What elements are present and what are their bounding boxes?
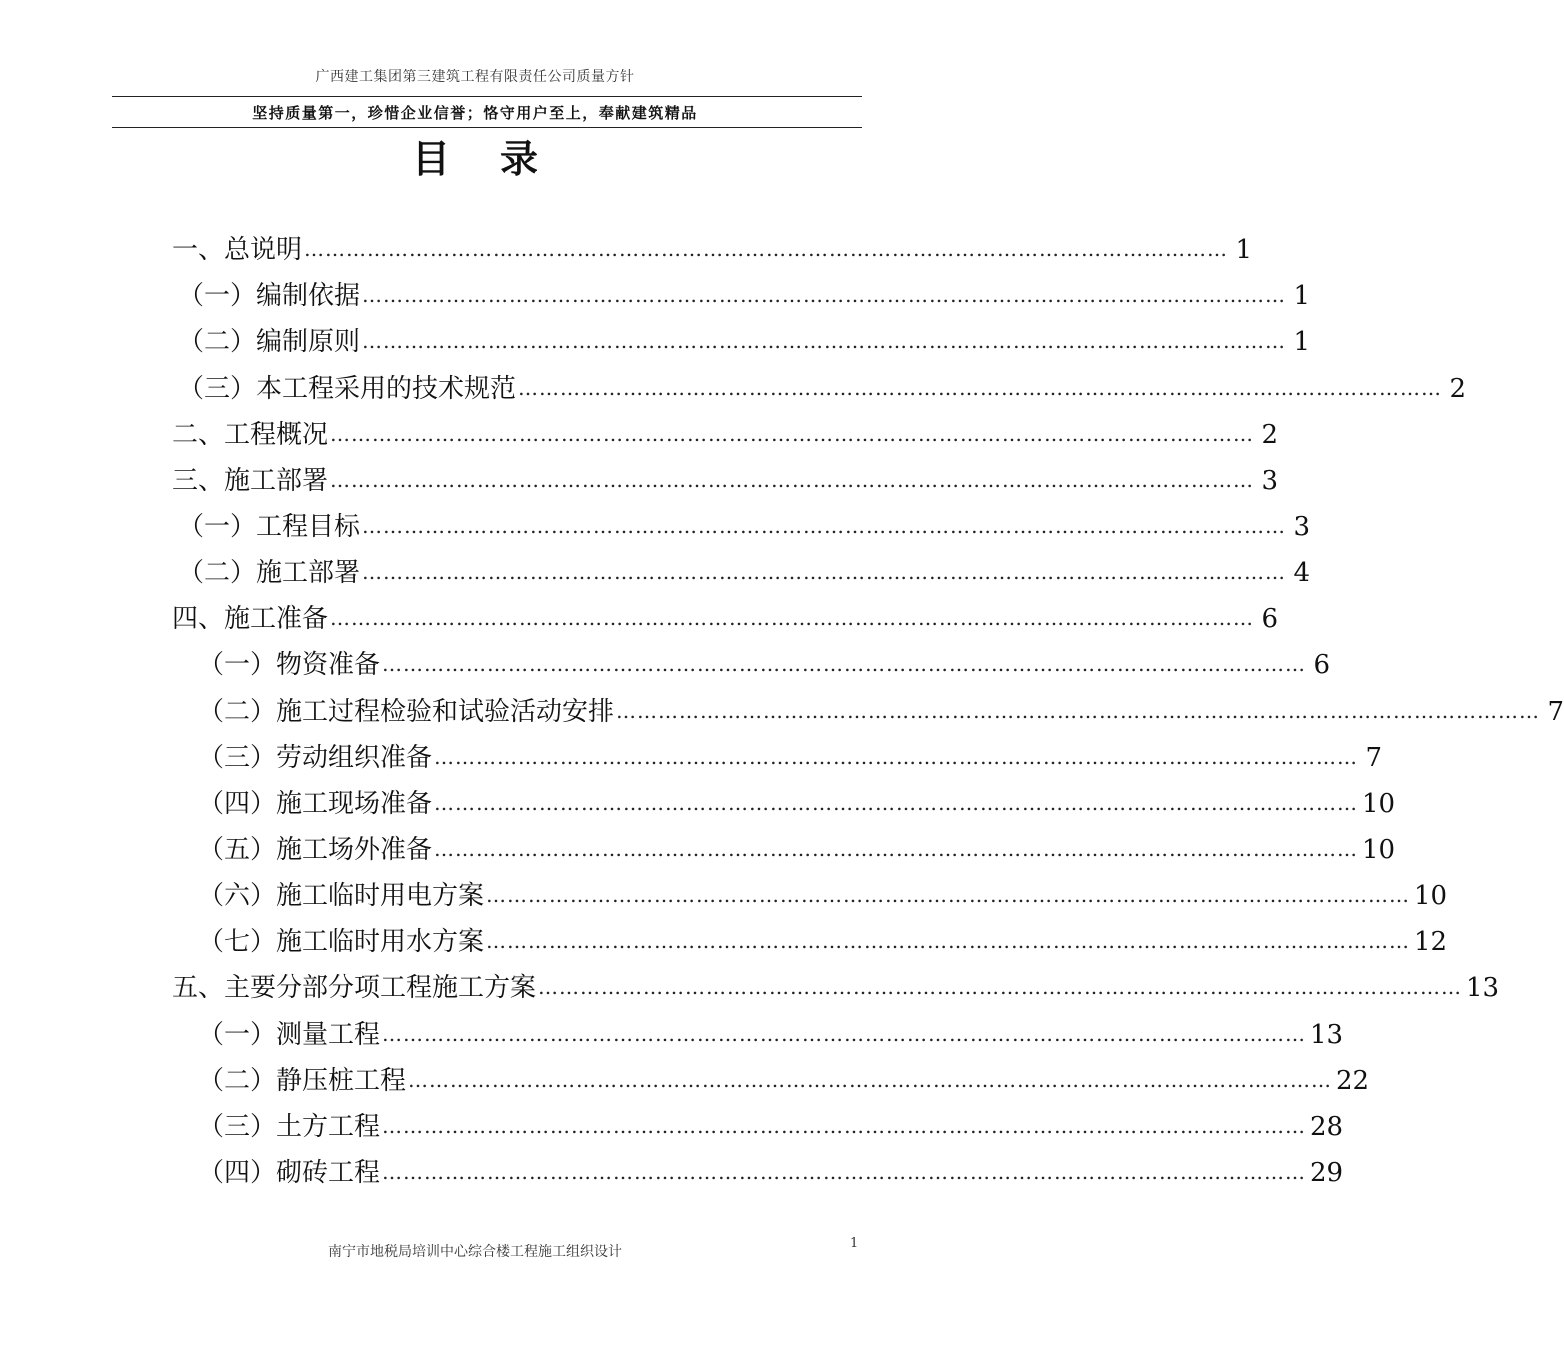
toc-entry-label: （五）施工场外准备 xyxy=(198,835,433,865)
toc-leader-dots: …………………………………………………………………………………………………………………… xyxy=(434,791,1359,815)
toc-entry-label: （一）测量工程 xyxy=(198,1020,381,1050)
toc-entry-label: （一）编制依据 xyxy=(178,281,361,311)
toc-leader-dots: …………………………………………………………………………………………………………………… xyxy=(518,376,1443,400)
toc-entry-page: 13 xyxy=(1310,1020,1344,1050)
header-motto: 坚持质量第一，珍惜企业信誉；恪守用户至上，奉献建筑精品 xyxy=(252,104,698,122)
header-company-policy: 广西建工集团第三建筑工程有限责任公司质量方针 xyxy=(315,69,635,85)
toc-entry-page: 10 xyxy=(1362,835,1396,865)
toc-leader-dots: …………………………………………………………………………………………………………………… xyxy=(538,975,1463,999)
toc-entry[interactable] xyxy=(198,735,1383,775)
toc-entry-label: （七）施工临时用水方案 xyxy=(198,927,485,957)
toc-entry-label: （一）物资准备 xyxy=(198,650,381,680)
toc-entry-page: 1 xyxy=(1235,235,1253,265)
toc-leader-dots: …………………………………………………………………………………………………………………… xyxy=(382,1114,1307,1138)
toc-entry-page: 22 xyxy=(1336,1066,1370,1096)
toc-leader-dots: …………………………………………………………………………………………………………………… xyxy=(362,514,1287,538)
toc-entry[interactable] xyxy=(198,642,1331,682)
toc-leader-dots: …………………………………………………………………………………………………………………… xyxy=(408,1068,1333,1092)
toc-entry[interactable] xyxy=(198,873,1448,913)
toc-entry-page: 7 xyxy=(1365,743,1383,773)
toc-leader-dots: …………………………………………………………………………………………………………………… xyxy=(362,329,1287,353)
toc-leader-dots: …………………………………………………………………………………………………………………… xyxy=(616,699,1541,723)
toc-entry-page: 7 xyxy=(1547,697,1564,727)
toc-leader-dots: …………………………………………………………………………………………………………………… xyxy=(486,883,1411,907)
toc-entry-page: 4 xyxy=(1293,558,1311,588)
toc-entry-page: 28 xyxy=(1310,1112,1344,1142)
toc-entry-label: （二）编制原则 xyxy=(178,327,361,357)
toc-entry-label: （四）施工现场准备 xyxy=(198,789,433,819)
toc-leader-dots: …………………………………………………………………………………………………………………… xyxy=(486,929,1411,953)
toc-entry-page: 10 xyxy=(1414,881,1448,911)
toc-entry[interactable] xyxy=(178,504,1311,544)
toc-entry-label: （四）砌砖工程 xyxy=(198,1158,381,1188)
toc-entry[interactable] xyxy=(178,273,1311,313)
toc-entry-page: 1 xyxy=(1293,281,1311,311)
toc-entry-page: 2 xyxy=(1449,374,1467,404)
toc-entry[interactable] xyxy=(198,827,1396,867)
toc-entry[interactable] xyxy=(178,550,1311,590)
toc-leader-dots: …………………………………………………………………………………………………………………… xyxy=(382,1160,1307,1184)
toc-entry[interactable] xyxy=(178,366,1467,406)
toc-entry-label: （三）土方工程 xyxy=(198,1112,381,1142)
toc-entry-label: （三）劳动组织准备 xyxy=(198,743,433,773)
toc-entry-label: 二、工程概况 xyxy=(172,420,329,450)
toc-entry-label: （六）施工临时用电方案 xyxy=(198,881,485,911)
toc-leader-dots: …………………………………………………………………………………………………………………… xyxy=(330,606,1255,630)
toc-entry-label: （二）施工部署 xyxy=(178,558,361,588)
toc-entry[interactable] xyxy=(198,1058,1370,1098)
toc-leader-dots: …………………………………………………………………………………………………………………… xyxy=(362,283,1287,307)
toc-entry-page: 6 xyxy=(1261,604,1279,634)
toc-entry[interactable] xyxy=(178,319,1311,359)
toc-entry-page: 3 xyxy=(1261,466,1279,496)
toc-entry[interactable] xyxy=(172,596,1279,636)
toc-entry-label: 三、施工部署 xyxy=(172,466,329,496)
toc-entry-page: 12 xyxy=(1414,927,1448,957)
toc-entry[interactable] xyxy=(198,781,1396,821)
toc-entry[interactable] xyxy=(172,458,1279,498)
toc-entry[interactable] xyxy=(198,1104,1344,1144)
toc-entry[interactable] xyxy=(198,1012,1344,1052)
toc-leader-dots: …………………………………………………………………………………………………………………… xyxy=(434,745,1359,769)
toc-entry-page: 13 xyxy=(1466,973,1500,1003)
toc-leader-dots: …………………………………………………………………………………………………………………… xyxy=(382,1022,1307,1046)
toc-entry-page: 29 xyxy=(1310,1158,1344,1188)
toc-leader-dots: …………………………………………………………………………………………………………………… xyxy=(434,837,1359,861)
toc-entry-label: 五、主要分部分项工程施工方案 xyxy=(172,973,537,1003)
footer-page-number: 1 xyxy=(850,1236,859,1251)
toc-leader-dots: …………………………………………………………………………………………………………………… xyxy=(330,422,1255,446)
toc-entry-page: 6 xyxy=(1313,650,1331,680)
header-rule-top xyxy=(112,96,862,97)
toc-entry-label: （二）施工过程检验和试验活动安排 xyxy=(198,697,615,727)
toc-leader-dots: …………………………………………………………………………………………………………………… xyxy=(362,560,1287,584)
toc-entry-label: （二）静压桩工程 xyxy=(198,1066,407,1096)
toc-entry-label: 一、总说明 xyxy=(172,235,303,265)
toc-entry[interactable] xyxy=(198,689,1564,729)
toc-entry-page: 3 xyxy=(1293,512,1311,542)
toc-leader-dots: …………………………………………………………………………………………………………………… xyxy=(382,652,1307,676)
toc-leader-dots: …………………………………………………………………………………………………………………… xyxy=(304,237,1229,261)
toc-entry[interactable] xyxy=(172,412,1279,452)
toc-entry[interactable] xyxy=(198,1150,1344,1190)
toc-entry-page: 1 xyxy=(1293,327,1311,357)
toc-entry-page: 10 xyxy=(1362,789,1396,819)
toc-entry-label: （一）工程目标 xyxy=(178,512,361,542)
toc-leader-dots: …………………………………………………………………………………………………………………… xyxy=(330,468,1255,492)
footer-project-title: 南宁市地税局培训中心综合楼工程施工组织设计 xyxy=(328,1244,622,1260)
toc-entry[interactable] xyxy=(172,227,1253,267)
page-title: 目录 xyxy=(411,136,588,181)
toc-entry-page: 2 xyxy=(1261,420,1279,450)
toc-entry[interactable] xyxy=(198,919,1448,959)
toc-entry-label: 四、施工准备 xyxy=(172,604,329,634)
toc-entry-label: （三）本工程采用的技术规范 xyxy=(178,374,517,404)
toc-entry[interactable] xyxy=(172,965,1500,1005)
